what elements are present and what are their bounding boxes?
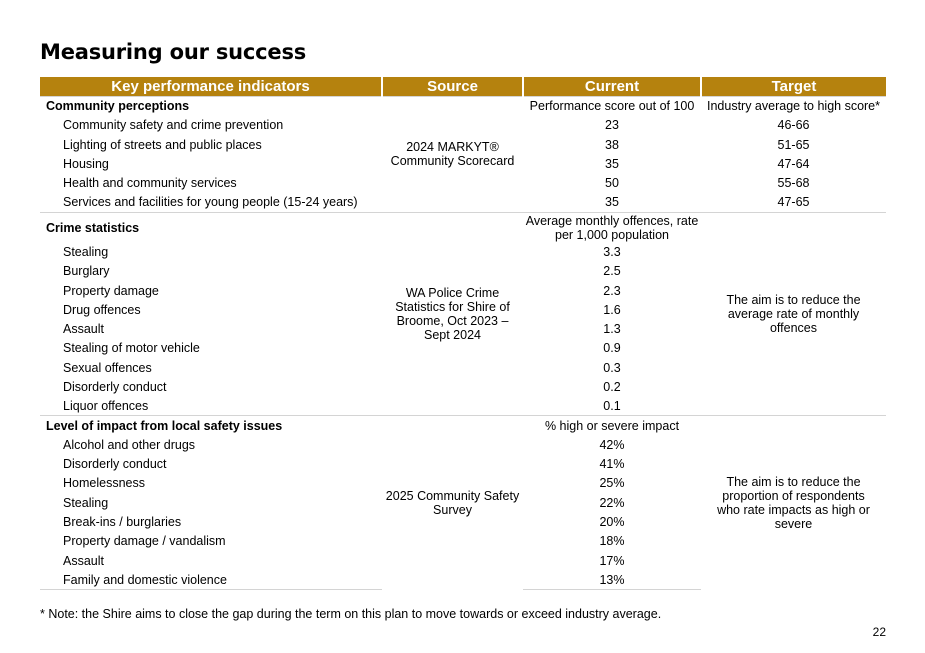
header-target: Target bbox=[701, 77, 886, 97]
current-value: 3.3 bbox=[603, 244, 621, 259]
current-value: 2.5 bbox=[603, 264, 621, 279]
target-heading: Industry average to high score* bbox=[701, 97, 886, 116]
current-value: 50 bbox=[605, 176, 619, 191]
table-header bbox=[40, 77, 886, 97]
current-value: 41% bbox=[599, 457, 625, 472]
header-current: Current bbox=[523, 77, 701, 97]
current-value: 42% bbox=[599, 437, 625, 452]
kpi-label: Homelessness bbox=[63, 476, 145, 491]
current-value: 23 bbox=[605, 118, 619, 133]
header-kpi: Key performance indicators bbox=[40, 77, 382, 97]
section-row bbox=[40, 97, 886, 116]
current-value: 17% bbox=[599, 553, 625, 568]
kpi-label: Sexual offences bbox=[63, 360, 152, 375]
page-number: 22 bbox=[872, 625, 886, 639]
current-value: 25% bbox=[599, 476, 625, 491]
kpi-label: Alcohol and other drugs bbox=[63, 437, 196, 452]
target-value: 46-66 bbox=[777, 118, 810, 133]
group-community-perceptions bbox=[40, 97, 886, 213]
current-value: 35 bbox=[605, 195, 619, 210]
kpi-label: Assault bbox=[63, 553, 104, 568]
current-value: 1.6 bbox=[603, 302, 621, 317]
source-cell: 2025 Community Safety Survey bbox=[382, 416, 523, 590]
source-cell: 2024 MARKYT® Community Scorecard bbox=[382, 97, 523, 213]
section-row bbox=[40, 416, 886, 435]
section-title: Community perceptions bbox=[40, 97, 382, 116]
kpi-label: Disorderly conduct bbox=[63, 380, 167, 394]
kpi-label: Disorderly conduct bbox=[63, 457, 167, 472]
source-cell: WA Police Crime Statistics for Shire of Broome, Oct 2023 – Sept 2024 bbox=[382, 212, 523, 416]
current-heading: % high or severe impact bbox=[523, 416, 701, 435]
kpi-label: Housing bbox=[63, 157, 109, 172]
group-crime-statistics bbox=[40, 212, 886, 416]
section-row bbox=[40, 212, 886, 242]
kpi-label: Burglary bbox=[63, 264, 110, 279]
footnote: * Note: the Shire aims to close the gap during the term on this plan to move towards or exceed industry average. bbox=[40, 607, 662, 621]
kpi-label: Drug offences bbox=[63, 302, 141, 317]
current-value: 0.2 bbox=[603, 380, 621, 394]
current-value: 18% bbox=[599, 534, 625, 549]
target-value: 47-65 bbox=[777, 195, 810, 210]
kpi-label: Property damage bbox=[63, 283, 159, 298]
target-value: 55-68 bbox=[777, 176, 810, 191]
page-title: Measuring our success bbox=[40, 40, 307, 64]
current-value: 0.9 bbox=[603, 341, 621, 356]
current-value: 38 bbox=[605, 137, 619, 152]
current-value: 1.3 bbox=[603, 322, 621, 337]
kpi-label: Services and facilities for young people (15-24 years) bbox=[63, 195, 358, 210]
kpi-label: Break-ins / burglaries bbox=[63, 515, 182, 530]
kpi-label: Lighting of streets and public places bbox=[63, 137, 262, 152]
current-value: 0.3 bbox=[603, 360, 621, 375]
header-source: Source bbox=[382, 77, 523, 97]
section-title: Level of impact from local safety issues bbox=[40, 416, 382, 435]
current-value: 13% bbox=[523, 570, 701, 589]
section-title: Crime statistics bbox=[40, 212, 382, 242]
kpi-label: Liquor offences bbox=[63, 399, 149, 414]
kpi-label: Property damage / vandalism bbox=[63, 534, 226, 549]
target-value: 51-65 bbox=[777, 137, 810, 152]
kpi-label: Health and community services bbox=[63, 176, 237, 191]
kpi-label: Family and domestic violence bbox=[40, 570, 382, 589]
kpi-label: Stealing of motor vehicle bbox=[63, 341, 200, 356]
current-heading: Average monthly offences, rate per 1,000 population bbox=[523, 212, 701, 242]
kpi-label: Stealing bbox=[63, 495, 109, 510]
kpi-table bbox=[40, 77, 886, 590]
target-cell: The aim is to reduce the proportion of respondents who rate impacts as high or severe bbox=[701, 416, 886, 590]
current-value: 35 bbox=[605, 157, 619, 172]
current-value: 20% bbox=[599, 515, 625, 530]
target-cell: The aim is to reduce the average rate of monthly offences bbox=[701, 212, 886, 416]
target-value: 47-64 bbox=[777, 157, 810, 172]
kpi-label: Stealing bbox=[63, 244, 109, 259]
current-value: 0.1 bbox=[603, 399, 621, 414]
current-value: 22% bbox=[599, 495, 625, 510]
kpi-label: Assault bbox=[63, 322, 104, 337]
current-value: 2.3 bbox=[603, 283, 621, 298]
kpi-label: Community safety and crime prevention bbox=[63, 118, 284, 133]
group-local-safety-impact bbox=[40, 416, 886, 590]
current-heading: Performance score out of 100 bbox=[523, 97, 701, 116]
